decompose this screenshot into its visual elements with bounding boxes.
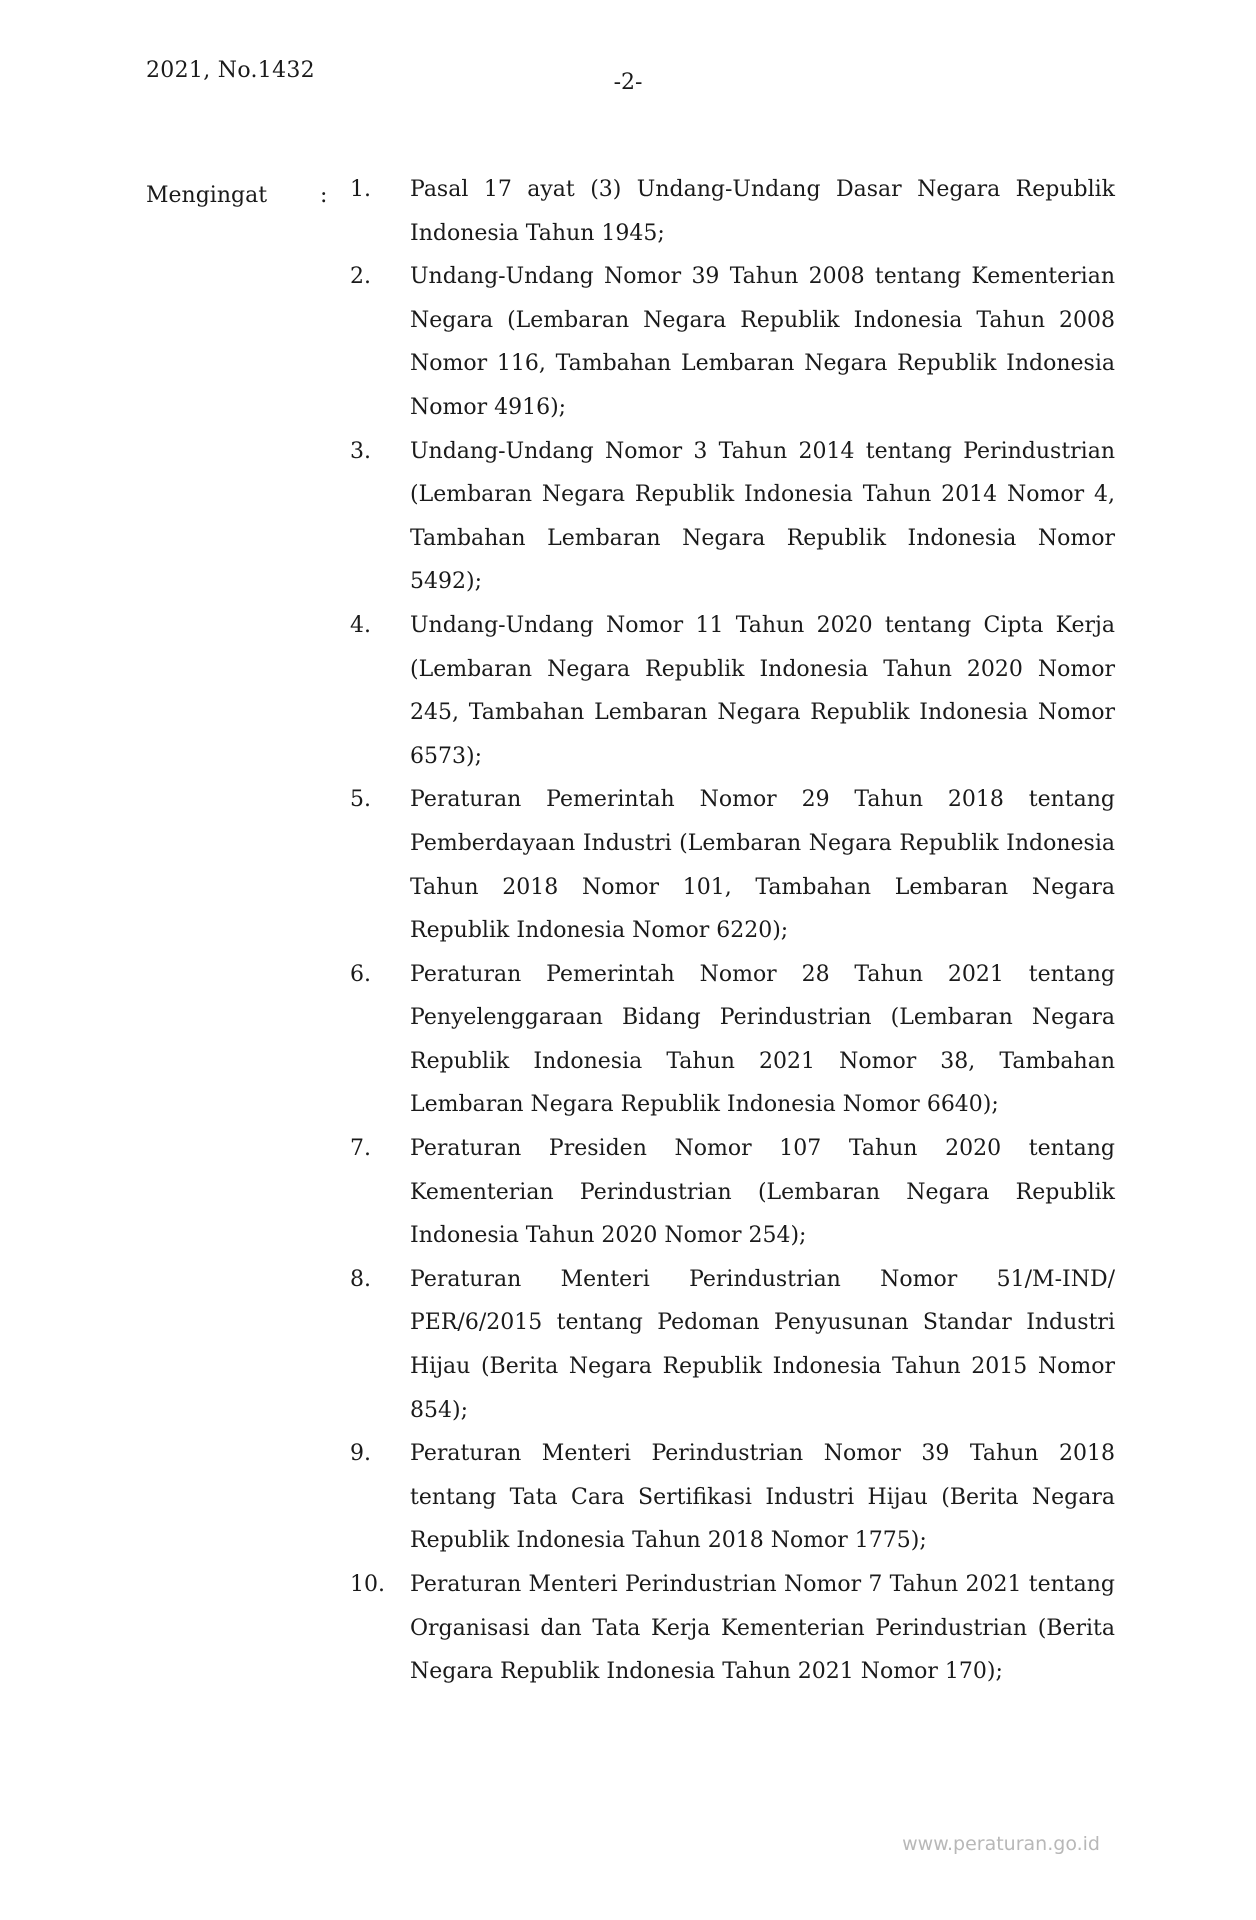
item-text: Peraturan Pemerintah Nomor 29 Tahun 2018 tentang Pemberdayaan Industri (Lembaran Negara Republik Indonesia Tahun 2018 Nomor 101, Tambahan Lembaran Negara Republik Indonesia Nomor 6220); xyxy=(410,787,1115,944)
list-item xyxy=(350,168,1115,255)
item-text: Undang-Undang Nomor 11 Tahun 2020 tentang Cipta Kerja (Lembaran Negara Republik Indonesia Tahun 2020 Nomor 245, Tambahan Lembaran Negara Republik Indonesia Nomor 6573); xyxy=(410,612,1115,769)
item-text: Peraturan Menteri Perindustrian Nomor 7 Tahun 2021 tentang Organisasi dan Tata Kerja Kementerian Perindustrian (Berita Negara Republik Indonesia Tahun 2021 Nomor 170); xyxy=(410,1572,1115,1685)
list-item xyxy=(350,430,1115,604)
item-text: Peraturan Menteri Perindustrian Nomor 51/M-IND/ PER/6/2015 tentang Pedoman Penyusunan Standar Industri Hijau (Berita Negara Republik Indonesia Tahun 2015 Nomor 854); xyxy=(410,1266,1115,1423)
list-item xyxy=(350,1258,1115,1432)
section-colon: : xyxy=(320,183,328,208)
section-label: Mengingat xyxy=(146,183,268,208)
item-text: Peraturan Pemerintah Nomor 28 Tahun 2021 tentang Penyelenggaraan Bidang Perindustrian (Lembaran Negara Republik Indonesia Tahun 2021 Nomor 38, Tambahan Lembaran Negara Republik Indonesia Nomor 6640); xyxy=(410,961,1115,1118)
legal-basis-list xyxy=(350,168,1115,1694)
list-item xyxy=(350,1563,1115,1694)
list-item xyxy=(350,778,1115,952)
item-text: Undang-Undang Nomor 3 Tahun 2014 tentang Perindustrian (Lembaran Negara Republik Indonesia Tahun 2014 Nomor 4, Tambahan Lembaran Negara Republik Indonesia Nomor 5492); xyxy=(410,438,1115,595)
website-watermark: www.peraturan.go.id xyxy=(902,1833,1100,1855)
item-text: Peraturan Menteri Perindustrian Nomor 39 Tahun 2018 tentang Tata Cara Sertifikasi Industri Hijau (Berita Negara Republik Indonesia Tahun 2018 Nomor 1775); xyxy=(410,1441,1115,1554)
item-text: Undang-Undang Nomor 39 Tahun 2008 tentang Kementerian Negara (Lembaran Negara Republik Indonesia Tahun 2008 Nomor 116, Tambahan Lembaran Negara Republik Indonesia Nomor 4916); xyxy=(410,264,1115,420)
page-number: -2- xyxy=(613,70,643,95)
document-reference: 2021, No.1432 xyxy=(146,58,315,83)
item-text: Pasal 17 ayat (3) Undang-Undang Dasar Negara Republik Indonesia Tahun 1945; xyxy=(410,177,1115,246)
item-number: 7. xyxy=(350,1136,371,1162)
item-text: Peraturan Presiden Nomor 107 Tahun 2020 tentang Kementerian Perindustrian (Lembaran Negara Republik Indonesia Tahun 2020 Nomor 254); xyxy=(410,1136,1115,1249)
item-number: 1. xyxy=(350,177,371,202)
list-item xyxy=(350,1432,1115,1563)
list-item xyxy=(350,255,1115,429)
list-item xyxy=(350,953,1115,1127)
item-number: 10. xyxy=(350,1572,385,1597)
item-number: 3. xyxy=(350,438,371,464)
item-number: 6. xyxy=(350,961,371,987)
item-number: 5. xyxy=(350,787,371,813)
item-number: 2. xyxy=(350,264,371,290)
list-item xyxy=(350,604,1115,778)
item-number: 4. xyxy=(350,612,371,638)
item-number: 8. xyxy=(350,1266,371,1292)
item-number: 9. xyxy=(350,1441,371,1467)
list-item xyxy=(350,1127,1115,1258)
